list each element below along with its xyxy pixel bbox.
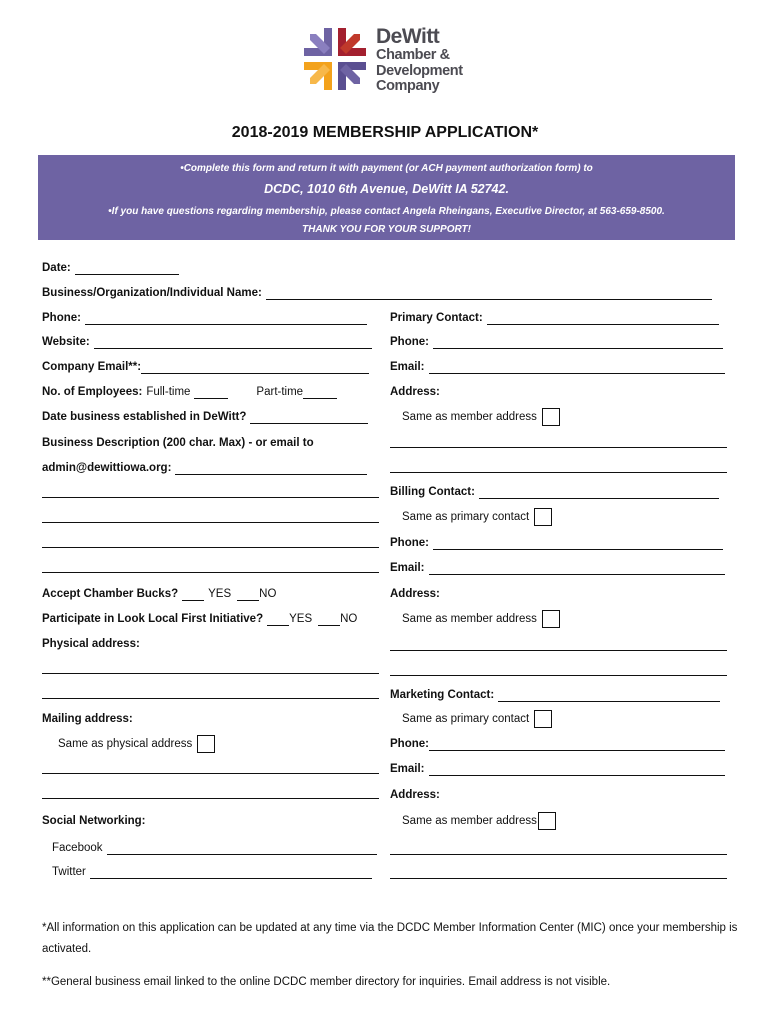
mailing-address-label: Mailing address: (42, 713, 133, 725)
primary-address-input-2[interactable] (390, 472, 727, 473)
marketing-email-input[interactable] (429, 764, 725, 776)
same-as-physical-label: Same as physical address (58, 738, 193, 750)
facebook-label: Facebook (52, 842, 103, 854)
billing-email-input[interactable] (429, 563, 725, 575)
marketing-address-input-1[interactable] (390, 854, 727, 855)
social-networking-field (42, 814, 146, 828)
primary-same-as-member-checkbox[interactable] (542, 408, 560, 426)
look-local-field (42, 612, 357, 626)
billing-address-input-1[interactable] (390, 650, 727, 651)
marketing-email-label: Email: (390, 763, 425, 775)
facebook-input[interactable] (107, 843, 377, 855)
admin-email-label: admin@dewittiowa.org: (42, 462, 172, 474)
billing-contact-label: Billing Contact: (390, 486, 475, 498)
primary-address-label: Address: (390, 386, 440, 398)
footnote-1: *All information on this application can be updated at any time via the DCDC Member Information Center (MIC) once your membership is activated. (42, 922, 738, 955)
date-established-label: Date business established in DeWitt? (42, 411, 247, 423)
part-time-label: Part-time (256, 386, 304, 398)
marketing-email-field (390, 762, 725, 776)
primary-same-as-member-label: Same as member address (402, 411, 537, 423)
look-local-no-label: NO (340, 613, 358, 625)
banner-line-1: •Complete this form and return it with payment (or ACH payment authorization form) to (180, 163, 593, 174)
facebook-field (52, 841, 377, 855)
physical-address-label: Physical address: (42, 638, 140, 650)
full-time-input[interactable] (194, 387, 228, 399)
marketing-same-as-primary-checkbox[interactable] (534, 710, 552, 728)
marketing-same-as-primary-label: Same as primary contact (402, 713, 530, 725)
business-description-label: Business Description (200 char. Max) - or email to (42, 437, 314, 449)
description-input-line-5[interactable] (42, 572, 379, 573)
website-field (42, 335, 372, 349)
physical-address-field (42, 637, 140, 651)
chamber-bucks-field (42, 587, 276, 601)
billing-phone-field (390, 536, 723, 550)
twitter-input[interactable] (90, 867, 372, 879)
primary-address-input-1[interactable] (390, 447, 727, 448)
description-input-line-2[interactable] (42, 497, 379, 498)
banner-line-3: •If you have questions regarding membership, please contact Angela Rheingans, Executive Director, at 563-659-8500. (108, 206, 665, 217)
twitter-label: Twitter (52, 866, 86, 878)
primary-contact-input[interactable] (487, 313, 719, 325)
instructions-banner (38, 155, 735, 240)
website-input[interactable] (94, 337, 372, 349)
marketing-same-as-member-checkbox[interactable] (538, 812, 556, 830)
chamber-bucks-yes-input[interactable] (182, 589, 204, 601)
billing-address-input-2[interactable] (390, 675, 727, 676)
social-networking-label: Social Networking: (42, 815, 146, 827)
primary-email-input[interactable] (429, 362, 725, 374)
chamber-bucks-yes-label: YES (208, 588, 232, 600)
physical-address-input-1[interactable] (42, 673, 379, 674)
primary-email-field (390, 360, 725, 374)
billing-address-field (390, 587, 440, 601)
logo-line-1: DeWitt (376, 25, 440, 48)
look-local-label: Participate in Look Local First Initiative? (42, 613, 264, 625)
look-local-yes-label: YES (289, 613, 313, 625)
same-as-physical-option (58, 735, 215, 753)
marketing-phone-input[interactable] (429, 739, 725, 751)
mailing-address-field (42, 712, 133, 726)
primary-email-label: Email: (390, 361, 425, 373)
business-name-input[interactable] (266, 288, 712, 300)
marketing-address-field (390, 788, 440, 802)
logo-line-4: Company (376, 78, 440, 94)
website-label: Website: (42, 336, 90, 348)
admin-email-field (42, 461, 367, 475)
primary-address-field (390, 385, 440, 399)
description-input-line-1[interactable] (175, 463, 367, 475)
employees-label: No. of Employees: (42, 386, 143, 398)
marketing-same-as-member-option (402, 812, 556, 830)
physical-address-input-2[interactable] (42, 698, 379, 699)
primary-phone-field (390, 335, 723, 349)
same-as-physical-checkbox[interactable] (197, 735, 215, 753)
marketing-same-as-member-label: Same as member address (402, 815, 537, 827)
marketing-contact-field (390, 688, 720, 702)
billing-same-as-member-option (402, 610, 560, 628)
billing-same-as-primary-checkbox[interactable] (534, 508, 552, 526)
twitter-field (52, 865, 372, 879)
logo-mark-icon (302, 26, 368, 92)
billing-contact-field (390, 485, 719, 499)
billing-phone-label: Phone: (390, 537, 429, 549)
date-input[interactable] (75, 263, 179, 275)
company-email-field (42, 360, 369, 374)
company-email-input[interactable] (141, 362, 369, 374)
look-local-no-input[interactable] (318, 614, 340, 626)
business-name-field (42, 286, 712, 300)
marketing-same-as-primary-option (402, 710, 552, 728)
banner-line-4: THANK YOU FOR YOUR SUPPORT! (302, 224, 471, 235)
part-time-input[interactable] (303, 387, 337, 399)
page-title: 2018-2019 MEMBERSHIP APPLICATION* (231, 124, 539, 141)
marketing-phone-label: Phone: (390, 738, 429, 750)
phone-field (42, 311, 367, 325)
company-email-label: Company Email**: (42, 361, 142, 373)
footnote-2: **General business email linked to the online DCDC member directory for inquiries. Email address is not visible. (42, 976, 611, 988)
marketing-address-input-2[interactable] (390, 878, 727, 879)
billing-same-as-primary-option (402, 508, 552, 526)
primary-same-as-member-option (402, 408, 560, 426)
logo-line-3: Development (376, 62, 463, 79)
logo-line-2: Chamber & (376, 47, 450, 63)
look-local-yes-input[interactable] (267, 614, 289, 626)
date-established-input[interactable] (250, 412, 368, 424)
billing-phone-input[interactable] (433, 538, 723, 550)
marketing-contact-input[interactable] (498, 690, 720, 702)
marketing-contact-label: Marketing Contact: (390, 689, 495, 701)
primary-contact-field (390, 311, 719, 325)
dcdc-logo (302, 26, 474, 96)
mailing-address-input-2[interactable] (42, 798, 379, 799)
chamber-bucks-label: Accept Chamber Bucks? (42, 588, 179, 600)
billing-email-field (390, 561, 725, 575)
chamber-bucks-no-label: NO (259, 588, 277, 600)
billing-contact-input[interactable] (479, 487, 719, 499)
primary-phone-input[interactable] (433, 337, 723, 349)
date-label: Date: (42, 262, 71, 274)
marketing-address-label: Address: (390, 789, 440, 801)
phone-label: Phone: (42, 312, 81, 324)
primary-contact-label: Primary Contact: (390, 312, 483, 324)
business-name-label: Business/Organization/Individual Name: (42, 287, 262, 299)
marketing-phone-field (390, 737, 725, 751)
billing-address-label: Address: (390, 588, 440, 600)
mailing-address-input-1[interactable] (42, 773, 379, 774)
billing-same-as-member-checkbox[interactable] (542, 610, 560, 628)
date-field (42, 261, 179, 275)
billing-same-as-member-label: Same as member address (402, 613, 537, 625)
chamber-bucks-no-input[interactable] (237, 589, 259, 601)
description-input-line-4[interactable] (42, 547, 379, 548)
billing-same-as-primary-label: Same as primary contact (402, 511, 530, 523)
employees-field (42, 385, 337, 399)
phone-input[interactable] (85, 313, 367, 325)
full-time-label: Full-time (146, 386, 191, 398)
date-established-field (42, 410, 368, 424)
banner-line-2: DCDC, 1010 6th Avenue, DeWitt IA 52742. (264, 182, 509, 196)
billing-email-label: Email: (390, 562, 425, 574)
description-input-line-3[interactable] (42, 522, 379, 523)
primary-phone-label: Phone: (390, 336, 429, 348)
business-description-field (42, 436, 314, 450)
